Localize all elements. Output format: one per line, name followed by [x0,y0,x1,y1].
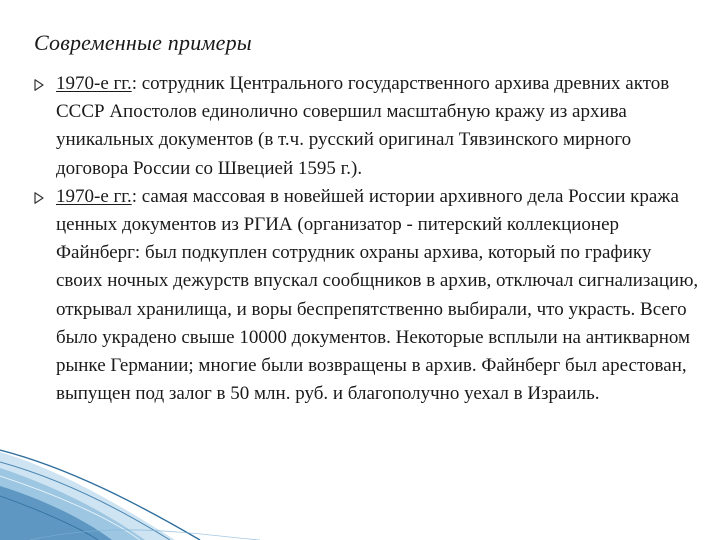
bullet-list [34,70,702,408]
slide-title: Современные примеры [34,30,252,55]
bullet-date: 1970-е гг. [56,73,132,94]
bullet-item-2 [34,183,702,409]
triangle-arrow-icon [34,192,44,204]
bullet-item-1 [34,70,702,183]
bullet-text: : сотрудник Центрального государственного архива древних актов СССР Апостолов единолично совершил масштабную кражу из архива уникальных документов (в т.ч. русский оригинал Тявзинского мирного договора России со Швецией 1595 г.). [56,73,670,179]
bullet-text: : самая массовая в новейшей истории архивного дела России кража ценных документов из РГИА (организатор - питерский коллекционер Файнберг: был подкуплен сотрудник охраны архива, который по графику своих ночных дежурств впускал сообщников в архив, отключал сигнализацию, открывал хранилища, и воры беспрепятственно выбирали, что украсть. Всего было украдено свыше 10000 документов. Некоторые всплыли на антикварном рынке Германии; многие были возвращены в архив. Файнберг был арестован, выпущен под залог в 50 млн. руб. и благополучно уехал в Израиль. [56,185,699,405]
bullet-date: 1970-е гг. [56,185,132,207]
triangle-arrow-icon [34,79,44,91]
